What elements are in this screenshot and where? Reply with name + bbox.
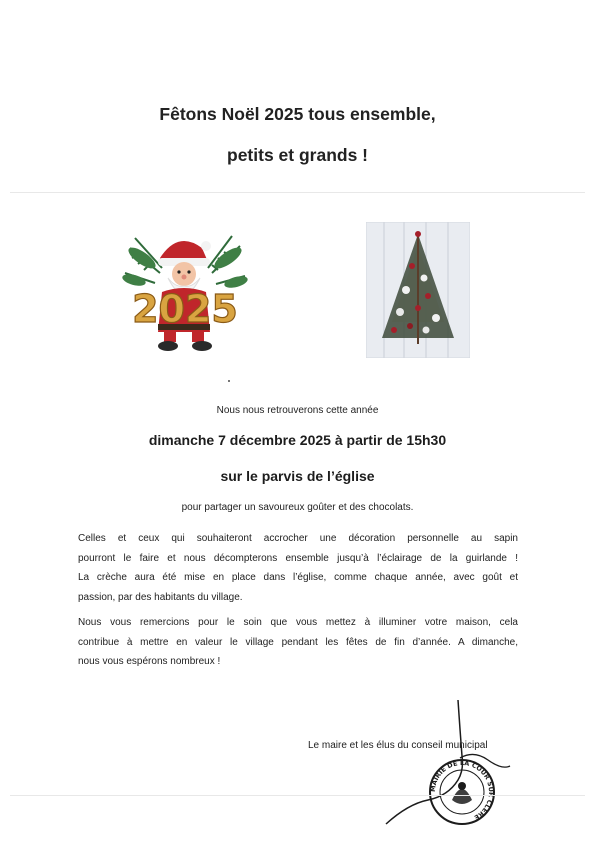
speck	[228, 380, 230, 382]
title-line-1: Fêtons Noël 2025 tous ensemble,	[159, 104, 436, 124]
paragraph-line: La crèche aura été mise en place dans l’église, comme chaque année, avec goût et	[78, 572, 518, 583]
paragraph-line: pourront le faire et nous décompterons ensemble jusqu’à l’éclairage de la guirlande !	[78, 552, 518, 564]
official-stamp	[378, 700, 518, 835]
paragraph-line: Nous vous remercions pour le soin que vous mettez à illuminer votre maison, cela	[78, 617, 518, 628]
paragraph-line: nous vous espérons nombreux !	[78, 656, 221, 667]
paragraph-line: passion, par des habitants du village.	[78, 591, 243, 603]
event-purpose: pour partager un savoureux goûter et des chocolats.	[181, 502, 414, 513]
signature-line: Le maire et les élus du conseil municipal	[308, 740, 488, 751]
paragraph-decoration	[78, 529, 518, 607]
event-date: dimanche 7 décembre 2025 à partir de 15h30	[148, 432, 447, 448]
christmas-tree-photo	[366, 222, 470, 358]
divider	[10, 192, 585, 193]
title-line-2: petits et grands !	[227, 145, 368, 165]
paragraph-line: Celles et ceux qui souhaiteront accrocher une décoration personnelle au sapin	[78, 533, 518, 544]
stamp-text: MAIRIE DE LA COUR SU CLERE	[428, 758, 496, 822]
intro-line: Nous nous retrouverons cette année	[216, 405, 379, 416]
paragraph-line: contribue à mettre en valeur le village pendant les fêtes de fin d’année. A dimanche,	[78, 636, 518, 648]
santa-2025-illustration	[120, 228, 250, 356]
paragraph-thanks	[78, 613, 518, 672]
santa-2025-text: 2025	[132, 287, 238, 331]
footer-divider	[10, 795, 585, 796]
event-place: sur le parvis de l’église	[220, 468, 375, 484]
